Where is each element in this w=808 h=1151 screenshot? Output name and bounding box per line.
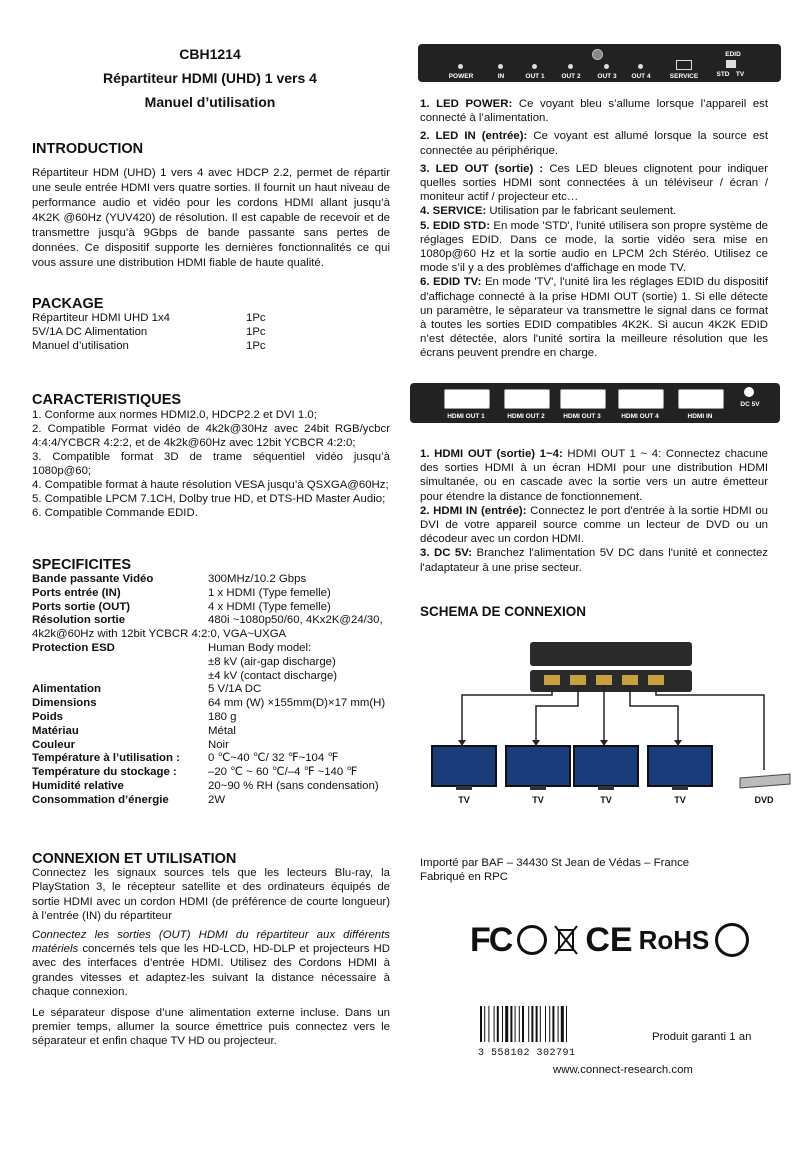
spec-key: Température du stockage : xyxy=(32,766,177,779)
out1-led-icon xyxy=(532,64,537,69)
device-label: TV xyxy=(674,795,686,805)
front-label-out3: OUT 3 xyxy=(597,73,617,80)
table-row xyxy=(32,614,392,628)
connection-text xyxy=(32,866,390,1049)
spec-value: 1 x HDMI (Type femelle) xyxy=(208,586,331,599)
table-row xyxy=(32,711,392,725)
list-item: 6. Compatible Commande EDID. xyxy=(32,507,198,519)
rear-label-out4: HDMI OUT 4 xyxy=(621,413,659,420)
table-row xyxy=(32,573,392,587)
spec-value: –20 ℃ ~ 60 ℃/–4 ℉ ~140 ℉ xyxy=(208,766,358,779)
front-panel-description xyxy=(420,97,768,361)
front-panel-image xyxy=(418,44,781,82)
recycle-icon xyxy=(517,925,547,955)
hdmi-out-3-port xyxy=(560,389,606,409)
rear-label-out1: HDMI OUT 1 xyxy=(447,413,485,420)
hdmi-out-2-port xyxy=(504,389,550,409)
device-label: TV xyxy=(600,795,612,805)
document-header xyxy=(30,46,390,110)
description-item: 6. EDID TV: En mode 'TV', l'unité lira les réglages EDID du dispositif d'affichage connecté à la prise HDMI OUT (sortie) 1. Si elle détecte un paramètre, le séparateur va transmettre le signal dans ce format à toutes les sorties EDID compatibles 4K2K. Si aucun 4K2K EDID n’est détectée, alors l'unité sortira la meilleure résolution que les écrans peuvent prendre en charge. xyxy=(420,276,768,360)
splitter-front-icon xyxy=(530,642,692,666)
spec-value: 480i ~1080p50/60, 4Kx2K@24/30, xyxy=(208,614,383,627)
edid-label: EDID xyxy=(725,51,741,58)
spec-key: Bande passante Vidéo xyxy=(32,573,154,585)
connection-paragraph-1: Connectez les signaux sources tels que les lecteurs Blu-ray, la PlayStation 3, le récepteur satellite et des ordinateurs équipés de sortie HDMI avec un cordon HDMI (de préférence de courte longueur) à l’entrée (IN) du répartiteur xyxy=(32,867,390,923)
spec-key: Matériau xyxy=(32,724,79,737)
spec-key xyxy=(32,656,208,670)
spec-value: Noir xyxy=(208,738,229,751)
device-label: TV xyxy=(458,795,470,805)
spec-value: 180 g xyxy=(208,710,237,723)
dc-jack-icon xyxy=(744,387,754,397)
spec-key: Dimensions xyxy=(32,697,97,710)
rear-label-dc: DC 5V xyxy=(740,401,760,408)
connection-paragraph-2: Connectez les sorties (OUT) HDMI du répartiteur aux différents matériels concernés tels que les HD-LCD, HD-DLP et projecteurs HD avec des interfaces d’entrée HDMI. Utilisez des Cordons HDMI à grandes vitesses et adaptez-les suivant la distance nécessaire à chaque connexion. xyxy=(32,928,390,999)
connection-heading: CONNEXION ET UTILISATION xyxy=(32,851,237,867)
list-item: 3. Compatible format 3D de trame séquentiel vidéo jusqu’à 1080p@60; xyxy=(32,451,390,477)
intro-heading: INTRODUCTION xyxy=(32,141,144,157)
table-row xyxy=(32,601,392,615)
out4-led-icon xyxy=(638,64,643,69)
front-label-out2: OUT 2 xyxy=(561,73,581,80)
spec-value: ±8 kV (air-gap discharge) xyxy=(208,655,336,668)
hdmi-in-port xyxy=(678,389,724,409)
table-row xyxy=(32,766,392,780)
tv-icons xyxy=(432,746,712,790)
description-item: 1. HDMI OUT (sortie) 1~4: HDMI OUT 1 ~ 4: Connectez chacune des sorties HDMI à un écran HDMI pour une distribution HDMI simultanée, ou en cascade avec la sortie vers un autre émetteur pour étendre la distance de fonctionnement. xyxy=(420,448,768,503)
description-item: 3. LED OUT (sortie) : Ces LED bleues clignotent pour indiquer quelles sorties HDMI sont connectées à un téléviseur / écran / moniteur actif / projecteur etc… xyxy=(420,162,768,204)
spec-value: Métal xyxy=(208,724,236,737)
description-item: 1. LED POWER: Ce voyant bleu s’allume lorsque l’appareil est connecté à l’alimentation. xyxy=(420,98,769,125)
rear-label-out2: HDMI OUT 2 xyxy=(507,413,545,420)
spec-key xyxy=(32,670,208,684)
hdmi-out-1-port xyxy=(444,389,490,409)
spec-value: Human Body model: xyxy=(208,641,312,654)
schema-heading: SCHEMA DE CONNEXION xyxy=(420,604,587,619)
table-row xyxy=(32,752,392,766)
features-list xyxy=(32,408,390,520)
spec-key: Consommation d’énergie xyxy=(32,793,169,806)
features-heading: CARACTERISTIQUES xyxy=(32,392,182,408)
screw-icon xyxy=(592,49,603,60)
table-row xyxy=(32,656,392,670)
made-in-text: Fabriqué en RPC xyxy=(420,871,509,883)
spec-value: 2W xyxy=(208,793,226,806)
spec-value: 300MHz/10.2 Gbps xyxy=(208,573,307,585)
front-label-tv: TV xyxy=(735,71,745,78)
table-row xyxy=(32,628,392,642)
connection-paragraph-3: Le séparateur dispose d’une alimentation externe incluse. Dans un premier temps, allumer la source émettrice puis connectez vers le séparateur et enfin chaque TV HD ou projecteur. xyxy=(32,1006,390,1048)
table-row xyxy=(32,794,392,808)
specs-table xyxy=(32,573,392,808)
spec-key: Protection ESD xyxy=(32,641,115,654)
barcode-number: 3 558102 302791 xyxy=(478,1048,576,1059)
edid-switch-icon xyxy=(726,60,736,68)
spec-value: 0 ℃~40 ℃/ 32 ℉~104 ℉ xyxy=(208,752,339,765)
diagram-svg xyxy=(428,640,798,810)
certification-logos xyxy=(470,918,749,962)
product-title: Répartiteur HDMI (UHD) 1 vers 4 xyxy=(103,70,317,86)
connection-diagram xyxy=(428,640,798,810)
recycle-person-icon xyxy=(715,923,749,957)
weee-bin-icon xyxy=(553,924,579,956)
rear-label-in: HDMI IN xyxy=(687,413,713,420)
list-item: Répartiteur HDMI UHD 1x4 1Pc xyxy=(32,312,266,324)
spec-value: 64 mm (W) ×155mm(D)×17 mm(H) xyxy=(208,697,386,710)
intro-text: Répartiteur HDM (UHD) 1 vers 4 avec HDCP 2.2, permet de répartir une seule entrée HDMI vers quatre sorties. Il fournit un haut niveau de performance audio et vidéo pour les cordons HDMI allant jusqu’à 4K2K @60Hz (YUV420) de résolution. Il est capable de recevoir et de transmettre jusqu’à 9Gbps de bande passante sans pertes de données. Ce dispositif supporte les dernières fonctionnalités ce qui vous assure une distribution HDMI fiable de haute qualité. xyxy=(32,167,390,269)
spec-key: Humidité relative xyxy=(32,779,124,792)
importer-text: Importé par BAF – 34430 St Jean de Védas – France xyxy=(420,857,690,869)
table-row xyxy=(32,670,392,684)
in-led-icon xyxy=(498,64,503,69)
description-item: 5. EDID STD: En mode 'STD', l'unité utilisera son propre système de réglages EDID. Dans ce mode, la sortie vidéo sera mise en 1080p@60 Hz et la sortie audio en LPCM 2ch Stéréo. Utilisez ce mode s’il y a des problèmes d'affichage en mode TV. xyxy=(420,219,768,275)
list-item: 5V/1A DC Alimentation 1Pc xyxy=(32,325,266,338)
rear-panel-image xyxy=(410,383,780,423)
spec-value: 5 V/1A DC xyxy=(208,683,262,696)
front-label-std: STD xyxy=(716,71,730,78)
package-list xyxy=(32,312,332,353)
package-heading: PACKAGE xyxy=(32,296,104,312)
table-row xyxy=(32,780,392,794)
front-label-out1: OUT 1 xyxy=(525,73,545,80)
list-item: Manuel d’utilisation 1Pc xyxy=(32,339,266,352)
usb-port-icon xyxy=(676,60,692,70)
power-led-icon xyxy=(458,64,463,69)
list-item: 5. Compatible LPCM 7.1CH, Dolby true HD, et DTS-HD Master Audio; xyxy=(32,493,386,505)
website-text: www.connect-research.com xyxy=(553,1064,693,1076)
list-item: 1. Conforme aux normes HDMI2.0, HDCP2.2 et DVI 1.0; xyxy=(32,409,317,421)
fcc-logo: FC xyxy=(470,921,512,959)
spec-key: Poids xyxy=(32,710,64,723)
spec-value: ±4 kV (contact discharge) xyxy=(208,669,338,682)
front-label-service: SERVICE xyxy=(669,73,699,80)
front-label-out4: OUT 4 xyxy=(631,73,651,80)
dvd-player-icon xyxy=(740,774,790,788)
hdmi-out-4-port xyxy=(618,389,664,409)
spec-value: 20~90 % RH (sans condensation) xyxy=(208,779,379,792)
list-item: 4. Compatible format à haute résolution VESA jusqu’à QSXGA@60Hz; xyxy=(32,479,389,491)
spec-key: Ports sortie (OUT) xyxy=(32,600,131,613)
table-row xyxy=(32,725,392,739)
warranty-text: Produit garanti 1 an xyxy=(652,1031,752,1043)
barcode xyxy=(478,1006,580,1059)
spec-key: Résolution sortie xyxy=(32,614,126,627)
front-label-power: POWER xyxy=(448,73,474,80)
rohs-logo: RoHS xyxy=(638,925,710,955)
spec-key: Alimentation xyxy=(32,683,101,696)
spec-value: 4 x HDMI (Type femelle) xyxy=(208,600,331,613)
front-label-in: IN xyxy=(497,73,505,80)
table-row xyxy=(32,697,392,711)
device-label: TV xyxy=(532,795,544,805)
out2-led-icon xyxy=(568,64,573,69)
table-row xyxy=(32,587,392,601)
table-row xyxy=(32,683,392,697)
out3-led-icon xyxy=(604,64,609,69)
spec-key: Couleur xyxy=(32,738,76,751)
rear-label-out3: HDMI OUT 3 xyxy=(563,413,601,420)
description-item: 2. LED IN (entrée): Ce voyant est allumé lorsque la source est connectée au périphérique. xyxy=(420,130,769,157)
spec-key: Ports entrée (IN) xyxy=(32,586,121,599)
description-item: 4. SERVICE: Utilisation par le fabricant seulement. xyxy=(420,205,677,218)
barcode-bars xyxy=(478,1006,580,1044)
device-label: DVD xyxy=(754,795,774,805)
description-item: 2. HDMI IN (entrée): Connectez le port d'entrée à la sortie HDMI ou DVI de votre appareil source comme un lecteur de DVD ou un décodeur avec un cordon HDMI. xyxy=(420,504,768,546)
rear-panel-description xyxy=(420,447,768,575)
list-item: 2. Compatible Format vidéo de 4k2k@30Hz avec 24bit RGB/ycbcr 4:4:4/YCBCR 4:2:2, et de 4k2k@60Hz avec 12bit YCBCR 4:2:0; xyxy=(32,423,390,449)
table-row xyxy=(32,739,392,753)
spec-value: 4k2k@60Hz with 12bit YCBCR 4:2:0, VGA~UXGA xyxy=(32,628,287,641)
table-row xyxy=(32,642,392,656)
ce-logo: CE xyxy=(585,921,633,959)
description-item: 3. DC 5V: Branchez l'alimentation 5V DC dans l'unité et connectez l'adaptateur à une prise secteur. xyxy=(420,547,768,574)
manual-title: Manuel d’utilisation xyxy=(144,94,276,110)
model-number: CBH1214 xyxy=(179,46,241,62)
specs-heading: SPECIFICITES xyxy=(32,557,132,573)
spec-key: Température à l’utilisation : xyxy=(32,752,180,765)
